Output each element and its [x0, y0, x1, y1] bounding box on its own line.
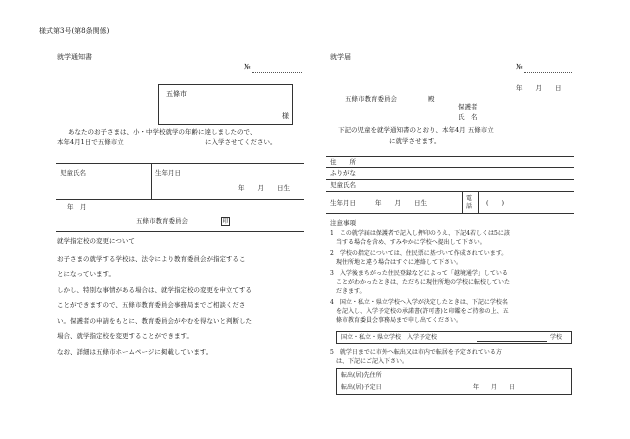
- right-tel-value: ( ): [486, 199, 505, 207]
- right-note-line-4: 現住所地と違う場合はすぐに連絡して下さい。: [330, 259, 463, 266]
- right-note-line-8: 4 国立・私立・県立学校へ入学が決定したときは、下記に学校名: [330, 299, 508, 306]
- right-note-line-1: 1 この就学届は保護者で記入し押印のうえ、下記4若しくは5に該: [330, 230, 510, 237]
- left-paragraph-1: あなたのお子さまは、小・中学校就学の年齢に達しましたので、: [68, 128, 257, 136]
- left-issuer: 五條市教育委員会: [136, 217, 188, 225]
- left-section-title: 就学指定校の変更について: [57, 237, 135, 245]
- right-note-5b: は、下記にご記入下さい。: [330, 358, 409, 365]
- left-paragraph-2a: 本年4月1日で五條市立: [57, 138, 124, 146]
- left-body-line-3: しかし、特別な事情がある場合は、就学指定校の変更を申立てする: [57, 286, 252, 294]
- right-date-line: 年 月 日: [516, 84, 562, 92]
- right-school-box-label: 国立・私立・県立学校 入学予定校: [341, 334, 438, 341]
- left-body-line-6: 場合、就学指定校を変更することができます。: [57, 332, 193, 340]
- right-paragraph-2: に就学させます。: [389, 137, 441, 145]
- left-address-sama: 様: [282, 112, 289, 120]
- right-table-line-3: [326, 179, 574, 180]
- right-school-box: [336, 331, 572, 344]
- right-table-divider: [462, 191, 463, 213]
- left-number-label: №: [244, 63, 251, 71]
- right-tel-label: 電話: [466, 195, 473, 210]
- left-issue-date: 年 月: [67, 203, 87, 211]
- left-table-divider: [151, 163, 152, 199]
- form-number: 様式第3号(第8条関係): [39, 27, 110, 35]
- right-number-line: [524, 72, 572, 73]
- right-notes-title: 注意事項: [330, 219, 356, 227]
- right-paragraph-1: 下記の児童を就学通知書のとおり、本年4月 五條市立: [338, 126, 494, 134]
- right-note-line-9: を記入し、入学予定校の承諾書(許可書)と印鑑をご持参の上、五: [330, 308, 509, 315]
- left-body-line-4: ことができますので、五條市教育委員会事務局までご相談くださ: [57, 301, 246, 309]
- right-school-box-suffix: 学校: [550, 334, 563, 341]
- left-dob-label: 生年月日: [155, 169, 181, 177]
- right-furigana-label: ふりがな: [330, 169, 356, 177]
- right-dob-label: 生年月日: [330, 199, 356, 207]
- right-note-line-6: ことがわかったときは、ただちに現住所地の学校に転校していた: [330, 279, 511, 286]
- left-address-box: [158, 84, 293, 125]
- right-child-name-label: 児童氏名: [330, 181, 356, 189]
- right-note-line-2: 当する場合を含め、すみやかに学校へ提出して下さい。: [330, 239, 486, 246]
- right-title: 就学届: [330, 53, 351, 61]
- right-note-line-10: 條市教育委員会事務局まで申し出てください。: [330, 317, 463, 324]
- right-move-address-label: 転出(居)先住所: [341, 372, 382, 379]
- right-note-line-7: だきます。: [330, 288, 366, 295]
- right-number-label: №: [516, 63, 523, 71]
- left-body-line-1: お子さまの就学する学校は、法令により教育委員会が指定するこ: [57, 255, 246, 263]
- left-child-name-label: 児童氏名: [60, 169, 86, 177]
- right-guardian-name-label: 氏 名: [458, 113, 478, 121]
- right-guardian-label: 保護者: [458, 103, 478, 111]
- left-table-bottom-line: [56, 199, 304, 200]
- left-address-city: 五條市: [166, 90, 187, 98]
- right-addressee: 五條市教育委員会: [345, 95, 397, 103]
- left-table-top-line: [56, 163, 304, 164]
- right-note-line-3: 2 学校の指定については、住民票に基づいて作成されています。: [330, 250, 508, 257]
- right-address-label: 住 所: [330, 158, 356, 166]
- left-dob-value: 年 月 日生: [238, 184, 290, 192]
- right-table-line-4: [326, 191, 574, 192]
- left-section-line: [56, 231, 304, 232]
- left-body-line-7: なお、詳細は五條市ホームページに掲載しています。: [57, 348, 213, 356]
- left-seal-stamp: 印: [222, 218, 229, 225]
- right-dob-value: 年 月 日生: [375, 199, 427, 207]
- left-body-line-5: い。保護者の申請をもとに、教育委員会がやむを得ないと判断した: [57, 317, 252, 325]
- left-title: 就学通知書: [57, 53, 92, 61]
- right-note-line-5: 3 入学後まちがった住民登録などによって「越境通学」している: [330, 270, 508, 277]
- right-table-line-1: [326, 156, 574, 157]
- right-dono: 殿: [428, 95, 435, 103]
- left-number-line: [252, 72, 302, 73]
- right-move-date-label: 転出(居)予定日: [341, 384, 382, 391]
- left-body-line-2: とになっています。: [57, 270, 115, 278]
- right-note-5a: 5 就学日までに市外へ転出又は市内で転居を予定されている方: [330, 349, 502, 356]
- right-table-line-2: [326, 167, 574, 168]
- right-move-date-value: 年 月 日: [473, 384, 516, 391]
- right-table-line-5: [326, 213, 574, 214]
- left-paragraph-2b: に入学させてください。: [205, 138, 277, 146]
- right-table-divider-2: [478, 191, 479, 213]
- right-move-box: [336, 368, 572, 395]
- right-school-underline: [477, 341, 547, 342]
